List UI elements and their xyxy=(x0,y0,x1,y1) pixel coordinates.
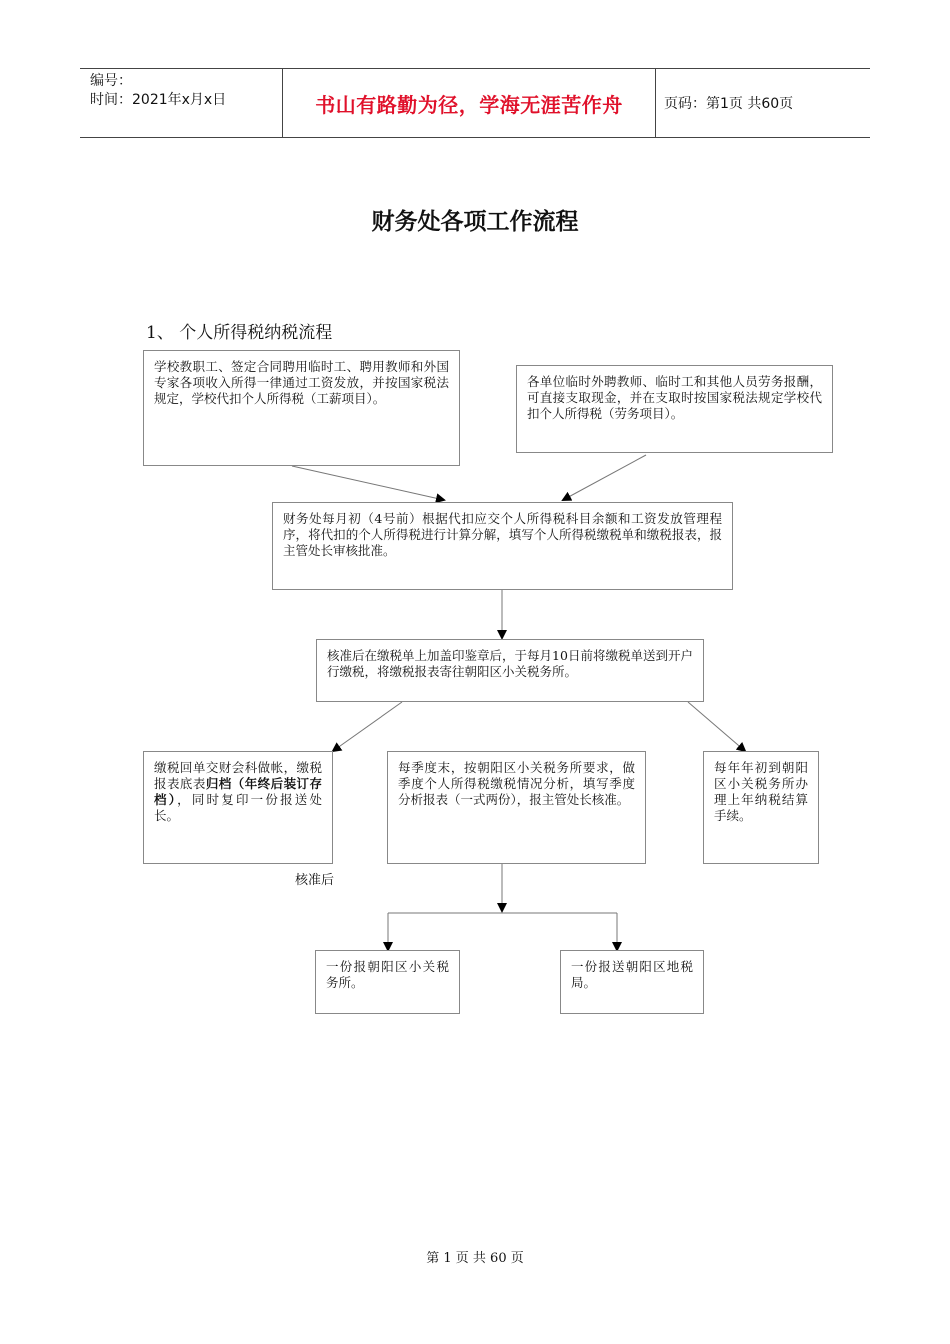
page-info: 页码：第1页 共60页 xyxy=(664,96,794,112)
archive-text-a: 缴税回单交财会科做帐，缴税报表底表 xyxy=(154,760,322,791)
arrow-approve-to-archive xyxy=(333,702,402,751)
box-approve-pay: 核准后在缴税单上加盖印鉴章后，于每月10日前将缴税单送到开户行缴税，将缴税报表寄往朝阳区小关税务所。 xyxy=(316,639,704,702)
motto: 书山有路勤为径，学海无涯苦作舟 xyxy=(315,92,623,117)
box-staff-income: 学校教职工、签定合同聘用临时工、聘用教师和外国专家各项收入所得一律通过工资发放，并按国家税法规定，学校代扣个人所得税（工薪项目）。 xyxy=(143,350,460,466)
time-label: 时间：2021年x月x日 xyxy=(90,92,227,108)
box-finance-calc: 财务处每月初（4号前）根据代扣应交个人所得税科目余额和工资发放管理程序，将代扣的个人所得税进行计算分解，填写个人所得税缴税单和缴税报表，报主管处长审核批准。 xyxy=(272,502,733,590)
section-heading: 1、 个人所得税纳税流程 xyxy=(146,323,333,343)
box-archive xyxy=(143,751,333,864)
note-approved: 核准后 xyxy=(295,873,335,888)
box-annual-settlement: 每年年初到朝阳区小关税务所办理上年纳税结算手续。 xyxy=(703,751,819,864)
box-report-tax-office: 一份报朝阳区小关税务所。 xyxy=(315,950,460,1014)
arrow-labor-to-finance xyxy=(563,455,646,500)
box-labor-income: 各单位临时外聘教师、临时工和其他人员劳务报酬，可直接支取现金，并在支取时按国家税法规定学校代扣个人所得税（劳务项目）。 xyxy=(516,365,833,453)
page-footer: 第 1 页 共 60 页 xyxy=(426,1251,524,1266)
document-title: 财务处各项工作流程 xyxy=(371,208,579,235)
serial-label: 编号： xyxy=(90,73,132,89)
box-report-local-tax: 一份报送朝阳区地税局。 xyxy=(560,950,704,1014)
arrow-staff-to-finance xyxy=(292,466,444,500)
archive-text-b: ，同时复印一份报送处长。 xyxy=(154,792,322,823)
box-quarter-analysis: 每季度末，按朝阳区小关税务所要求，做季度个人所得税缴税情况分析，填写季度分析报表（一式两份），报主管处长核准。 xyxy=(387,751,646,864)
archive-text-bold: 归档（年终后装订存档） xyxy=(154,776,322,807)
arrow-approve-to-annual xyxy=(688,702,745,751)
